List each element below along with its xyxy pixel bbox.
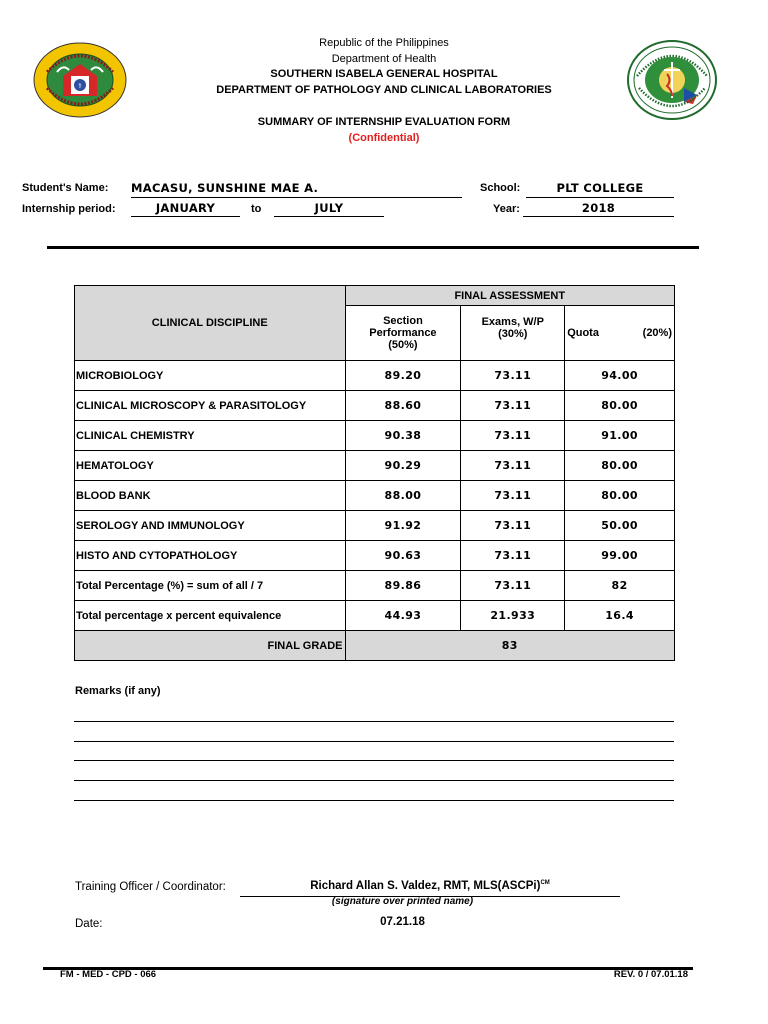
col2-header-b: (30%) — [498, 328, 528, 340]
table-row — [75, 421, 675, 451]
quota-cell: 80.00 — [565, 481, 675, 511]
quota-cell: 94.00 — [565, 361, 675, 391]
quota-cell: 16.4 — [565, 601, 675, 631]
training-officer-name: Richard Allan S. Valdez, RMT, MLS(ASCPi) — [310, 880, 541, 892]
student-name-text: MACASU, SUNSHINE MAE A. — [131, 181, 319, 195]
exams-cell: 73.11 — [461, 541, 565, 571]
quota-cell: 80.00 — [565, 451, 675, 481]
year-text: 2018 — [581, 201, 616, 215]
header-republic: Republic of the Philippines — [319, 37, 449, 49]
quota-header — [565, 306, 675, 361]
exams-header — [461, 306, 565, 361]
col3-header-b: (20%) — [642, 327, 672, 339]
table-row — [75, 601, 675, 631]
remarks-label: Remarks (if any) — [75, 685, 161, 697]
exams-cell: 73.11 — [461, 421, 565, 451]
discipline-cell: Total Percentage (%) = sum of all / 7 — [75, 571, 346, 601]
discipline-cell: CLINICAL MICROSCOPY & PARASITOLOGY — [75, 391, 346, 421]
clinical-discipline-header: CLINICAL DISCIPLINE — [75, 286, 346, 361]
doh-seal-logo — [33, 42, 127, 118]
period-from-value — [131, 201, 240, 217]
confidential-label: (Confidential) — [348, 132, 420, 144]
col3-header-a: Quota — [567, 327, 599, 339]
quota-cell: 82 — [565, 571, 675, 601]
period-to-text: JULY — [314, 201, 344, 215]
section-divider — [47, 246, 699, 249]
header-department-name: DEPARTMENT OF PATHOLOGY AND CLINICAL LABORATORIES — [216, 84, 552, 96]
period-from-text: JANUARY — [155, 201, 216, 215]
section-performance-cell: 91.92 — [345, 511, 461, 541]
final-grade-label: FINAL GRADE — [75, 631, 346, 661]
section-performance-cell: 90.29 — [345, 451, 461, 481]
section-performance-cell: 89.86 — [345, 571, 461, 601]
discipline-cell: BLOOD BANK — [75, 481, 346, 511]
remarks-line[interactable] — [74, 721, 674, 722]
table-row — [75, 541, 675, 571]
exams-cell: 73.11 — [461, 511, 565, 541]
quota-cell: 80.00 — [565, 391, 675, 421]
training-officer-signature — [240, 880, 620, 897]
remarks-line[interactable] — [74, 780, 674, 781]
table-row — [75, 571, 675, 601]
col1-header-c: (50%) — [388, 339, 418, 351]
header-hospital-name: SOUTHERN ISABELA GENERAL HOSPITAL — [270, 68, 498, 80]
table-row — [75, 451, 675, 481]
remarks-line[interactable] — [74, 741, 674, 742]
quota-cell: 99.00 — [565, 541, 675, 571]
exams-cell: 73.11 — [461, 391, 565, 421]
quota-cell: 50.00 — [565, 511, 675, 541]
exams-cell: 21.933 — [461, 601, 565, 631]
period-to-label: to — [251, 203, 262, 215]
evaluation-table — [74, 285, 675, 661]
col1-header-b: Performance — [369, 327, 437, 339]
school-label: School: — [480, 182, 521, 194]
discipline-cell: SEROLOGY AND IMMUNOLOGY — [75, 511, 346, 541]
discipline-cell: MICROBIOLOGY — [75, 361, 346, 391]
year-value — [523, 201, 674, 217]
section-performance-cell: 88.00 — [345, 481, 461, 511]
section-performance-cell: 90.38 — [345, 421, 461, 451]
period-to-value — [274, 201, 384, 217]
date-value: 07.21.18 — [380, 916, 425, 928]
exams-cell: 73.11 — [461, 481, 565, 511]
signature-note: (signature over printed name) — [331, 896, 474, 907]
year-label: Year: — [493, 203, 520, 215]
training-officer-suffix: CM — [540, 880, 550, 887]
discipline-cell: HEMATOLOGY — [75, 451, 346, 481]
school-text: PLT COLLEGE — [556, 181, 644, 195]
remarks-line[interactable] — [74, 760, 674, 761]
final-assessment-header: FINAL ASSESSMENT — [345, 286, 675, 306]
table-row — [75, 391, 675, 421]
exams-cell: 73.11 — [461, 571, 565, 601]
form-code: FM - MED - CPD - 066 — [60, 969, 157, 980]
exams-cell: 73.11 — [461, 451, 565, 481]
form-title: SUMMARY OF INTERNSHIP EVALUATION FORM — [257, 116, 511, 128]
section-performance-cell: 89.20 — [345, 361, 461, 391]
col2-header-a: Exams, W/P — [481, 316, 544, 328]
internship-period-label: Internship period: — [22, 203, 116, 215]
student-name-value — [131, 181, 462, 198]
school-value — [526, 181, 674, 198]
col1-header-a: Section — [383, 315, 423, 327]
section-performance-cell: 44.93 — [345, 601, 461, 631]
section-performance-cell: 90.63 — [345, 541, 461, 571]
table-row — [75, 481, 675, 511]
table-row — [75, 361, 675, 391]
section-performance-cell: 88.60 — [345, 391, 461, 421]
date-label: Date: — [75, 918, 103, 930]
hospital-seal-logo — [627, 40, 717, 120]
quota-cell: 91.00 — [565, 421, 675, 451]
student-name-label: Student's Name: — [22, 182, 109, 194]
svg-text:⚕: ⚕ — [78, 82, 82, 90]
training-officer-label: Training Officer / Coordinator: — [75, 881, 226, 893]
discipline-cell: Total percentage x percent equivalence — [75, 601, 346, 631]
exams-cell: 73.11 — [461, 361, 565, 391]
table-row — [75, 511, 675, 541]
discipline-cell: CLINICAL CHEMISTRY — [75, 421, 346, 451]
final-grade-value: 83 — [345, 631, 675, 661]
discipline-cell: HISTO AND CYTOPATHOLOGY — [75, 541, 346, 571]
remarks-line[interactable] — [74, 800, 674, 801]
revision-code: REV. 0 / 07.01.18 — [613, 969, 688, 980]
header-department: Department of Health — [331, 53, 437, 65]
section-performance-header — [345, 306, 461, 361]
